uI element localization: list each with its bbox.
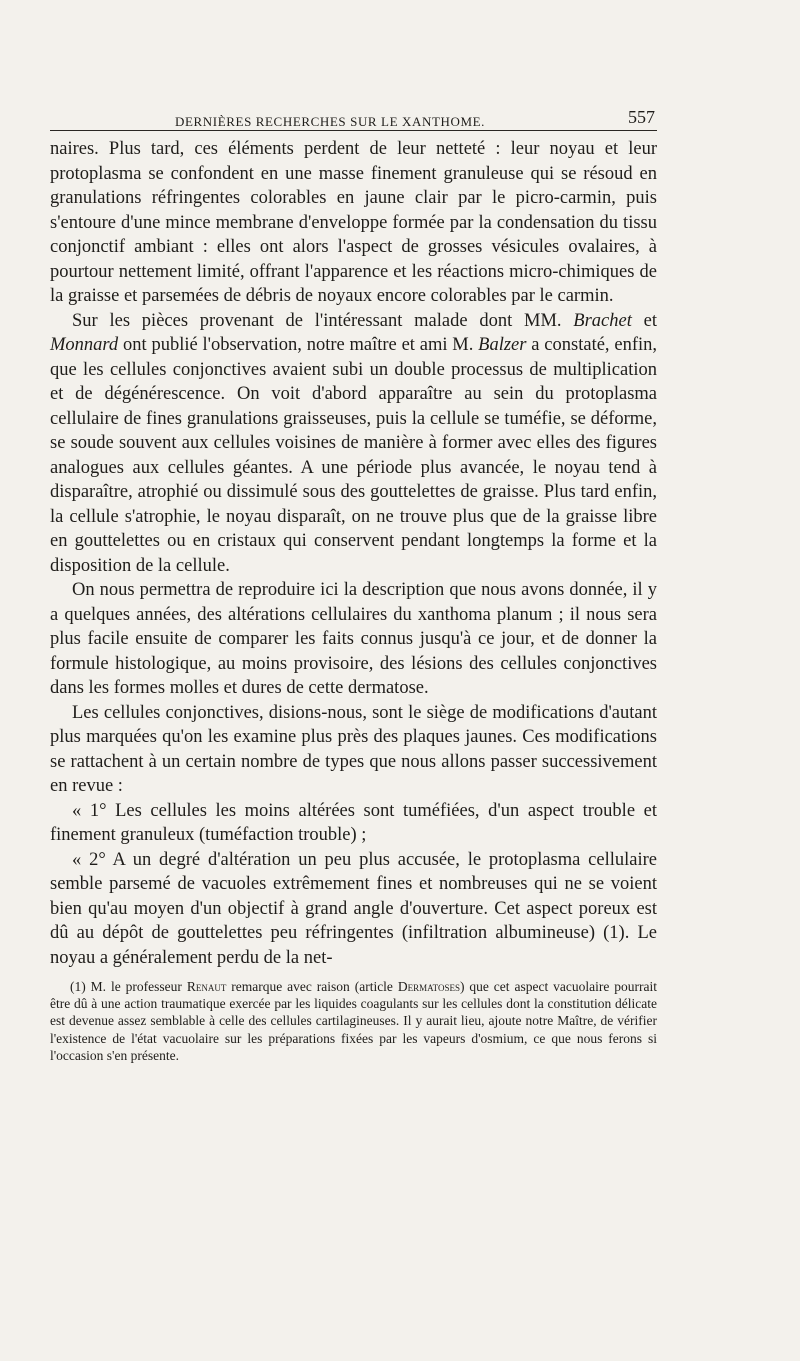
body-text xyxy=(50,137,657,970)
paragraph-3: On nous permettra de reproduire ici la description que nous avons donnée, il y a quelques années, des altérations cellulaires du xanthoma planum ; il nous sera plus facile ensuite de comparer les faits connus jusqu'à ce jour, et de donner la formule histologique, au moins provisoire, des lésions des cellules conjonctives dans les formes molles et dures de cette dermatose. xyxy=(50,580,657,698)
paragraph-4: Les cellules conjonctives, disions-nous, sont le siège de modifications d'autant plus marquées qu'on les examine plus près des plaques jaunes. Ces modifications se rattachent à un certain nombre de types que nous allons passer successivement en revue : xyxy=(50,702,657,796)
article-title: Dermatoses xyxy=(397,979,460,994)
author-name-brachet: Brachet xyxy=(573,310,632,331)
paragraph-6: « 2° A un degré d'altération un peu plus accusée, le protoplasma cellulaire semble parsemé de vacuoles extrêmement fines et nombreuses qui ne se voient bien qu'au moyen d'un objectif à grand angle d'ouverture. Cet aspect poreux est dû au dépôt de gouttelettes peu réfringentes (infiltration albumineuse) (1). Le noyau a généralement perdu de la net- xyxy=(50,849,657,968)
author-name-balzer: Balzer xyxy=(478,335,527,355)
author-name-renaut: Renaut xyxy=(186,979,227,994)
paragraph-1: naires. Plus tard, ces éléments perdent de leur netteté : leur noyau et leur protoplasma se confondent en une masse finement granuleuse qui se résoud en granulations réfringentes colorables en jaune clair par le picro-carmin, puis s'entoure d'une mince membrane d'enveloppe formée par la condensation du tissu conjonctif ambiant : elles ont alors l'aspect de grosses vésicules ovalaires, à pourtour nettement limité, offrant l'apparence et les réactions micro-chimiques de la graisse et parsemées de débris de noyaux encore colorables par le carmin. xyxy=(50,139,657,306)
author-name-monnard: Monnard xyxy=(50,335,119,355)
text-run: (1) M. le professeur xyxy=(70,979,187,994)
paragraph-2 xyxy=(50,309,657,579)
text-run: et xyxy=(631,310,657,331)
paragraph-5: « 1° Les cellules les moins altérées sont tuméfiées, d'un aspect trouble et finement granuleux (tuméfaction trouble) ; xyxy=(50,800,657,845)
footnote-1 xyxy=(50,978,657,1064)
running-head: DERNIÈRES RECHERCHES SUR LE XANTHOME. xyxy=(175,114,486,129)
footnotes xyxy=(50,978,657,1064)
page-header xyxy=(50,104,657,131)
page-number: 557 xyxy=(628,107,655,127)
book-page xyxy=(50,104,657,1064)
text-run: ) que cet aspect vacuolaire pourrait être dû à une action traumatique exercée par les liquides coagulants sur les cellules dont la constitution délicate est devenue assez semblable à celle des cellules cartilagineuses. Il y aurait lieu, ajoute notre Maître, de vérifier l'existence de l'état vacuolaire sur les préparations fixées par les vapeurs d'osmium, ce que nous ferons si l'occasion s'en présente. xyxy=(50,979,658,1063)
text-run: remarque avec raison (article xyxy=(226,979,398,994)
text-run: Sur les pièces provenant de l'intéressant malade dont MM. xyxy=(72,310,574,331)
text-run: a constaté, enfin, que les cellules conjonctives avaient subi un double processus de multiplication et de dégénérescence. On voit d'abord apparaître au sein du protoplasma cellulaire de fines granulations graisseuses, puis la cellule se tuméfie, se déforme, se soude souvent aux cellules voisines de manière à former avec elles des figures analogues aux cellules géantes. A une période plus avancée, le noyau tend à disparaître, atrophié ou dissimulé sous des gouttelettes de graisse. Plus tard enfin, la cellule s'atrophie, le noyau disparaît, on ne trouve plus que de la graisse libre en gouttelettes ou en cristaux qui conservent pendant longtemps la forme et la disposition de la cellule. xyxy=(50,335,657,576)
text-run: ont publié l'observation, notre maître et ami M. xyxy=(118,335,479,355)
